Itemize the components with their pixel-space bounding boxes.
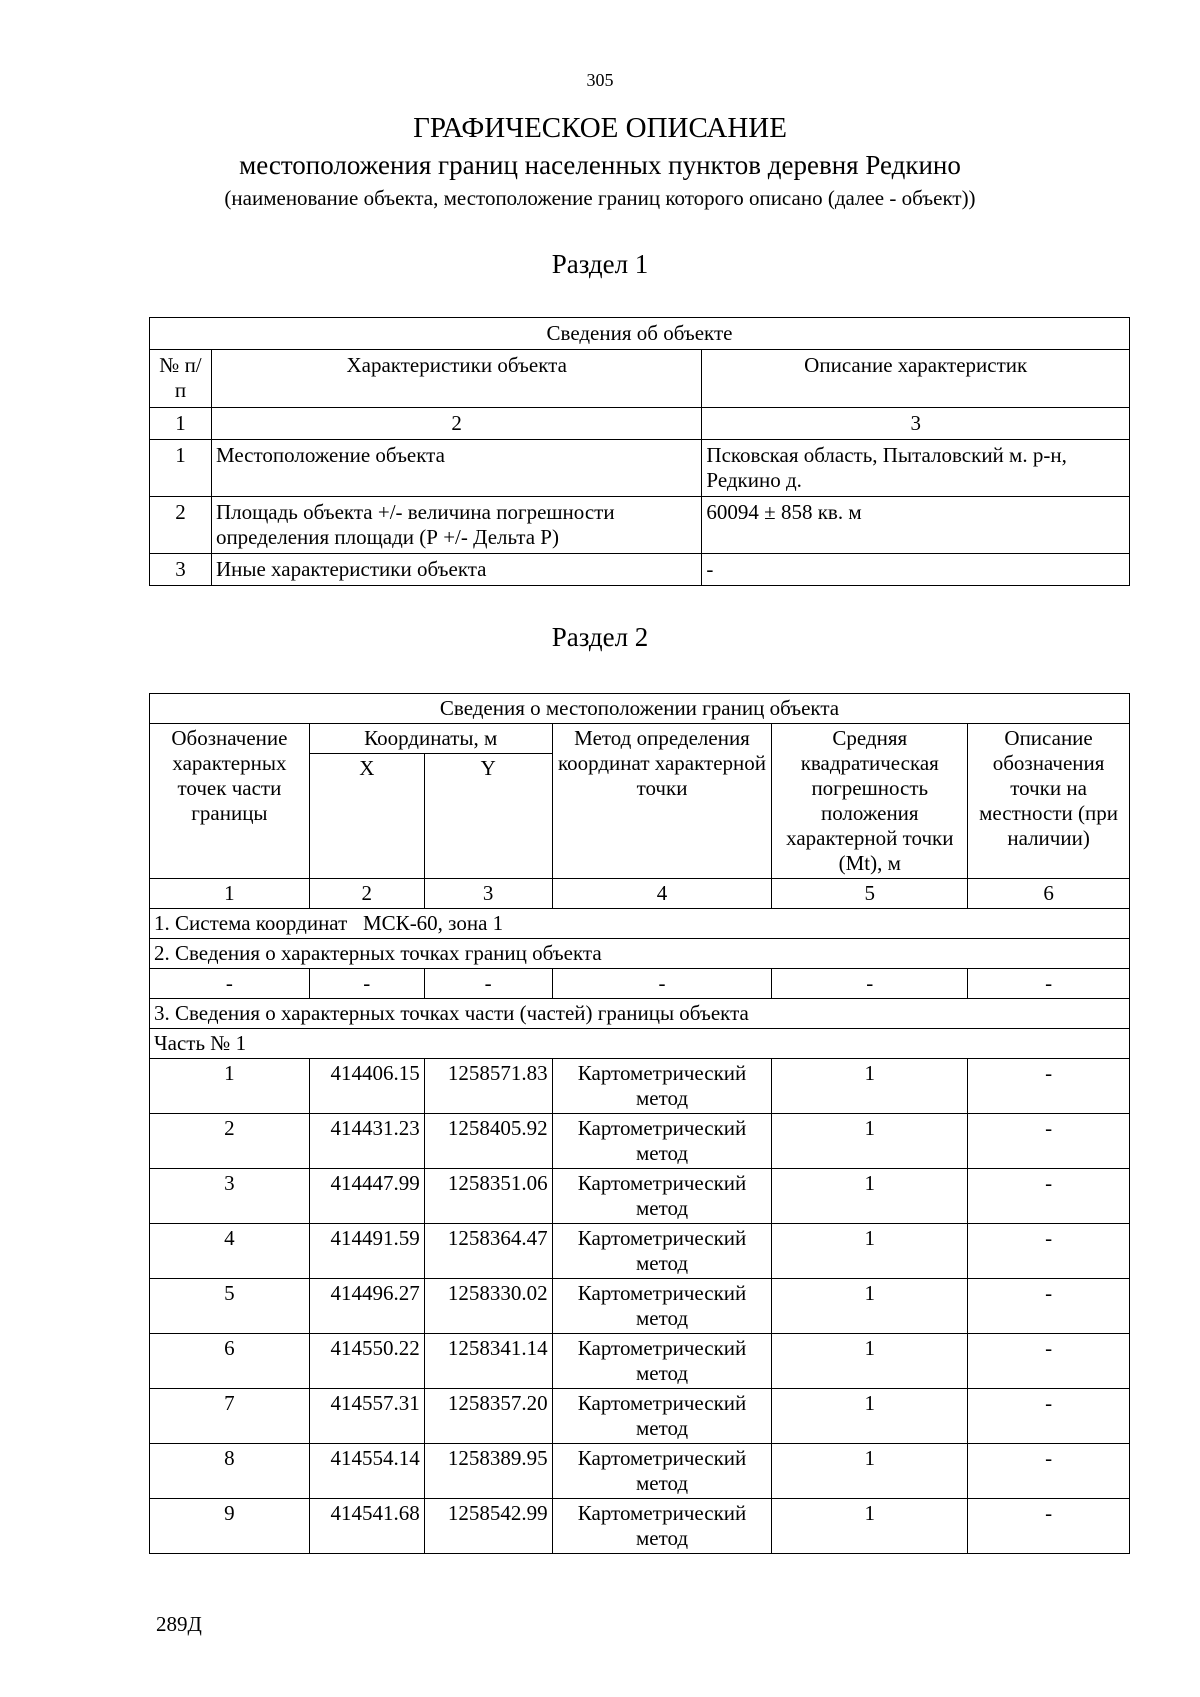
table-row <box>150 1169 1130 1224</box>
point-x: 414554.14 <box>309 1444 424 1499</box>
point-number: 1 <box>150 1059 310 1114</box>
point-x: 414491.59 <box>309 1224 424 1279</box>
empty-cell: - <box>424 969 552 999</box>
point-mt: 1 <box>772 1169 968 1224</box>
point-method: Картометрический метод <box>552 1334 772 1389</box>
col-number: 3 <box>424 879 552 909</box>
point-y: 1258364.47 <box>424 1224 552 1279</box>
row-num: 2 <box>150 497 212 554</box>
section-2-heading: Раздел 2 <box>551 622 649 652</box>
point-method: Картометрический метод <box>552 1169 772 1224</box>
header-x: X <box>309 754 424 879</box>
point-number: 9 <box>150 1499 310 1554</box>
point-x: 414557.31 <box>309 1389 424 1444</box>
point-y: 1258357.20 <box>424 1389 552 1444</box>
col-number: 6 <box>968 879 1130 909</box>
empty-cell: - <box>309 969 424 999</box>
point-x: 414447.99 <box>309 1169 424 1224</box>
document-subtitle: местоположения границ населенных пунктов деревня Редкино <box>239 150 961 180</box>
point-number: 8 <box>150 1444 310 1499</box>
part-points-title: 3. Сведения о характерных точках части (частей) границы объекта <box>150 999 1130 1029</box>
header-description: Описание характеристик <box>702 350 1130 408</box>
col-number: 3 <box>702 408 1130 440</box>
table-row <box>150 1389 1130 1444</box>
row-characteristic: Площадь объекта +/- величина погрешности определения площади (Р +/- Дельта Р) <box>211 497 701 554</box>
header-method: Метод определения координат характерной точки <box>552 724 772 879</box>
point-number: 6 <box>150 1334 310 1389</box>
col-number: 4 <box>552 879 772 909</box>
point-method: Картометрический метод <box>552 1389 772 1444</box>
point-mt: 1 <box>772 1389 968 1444</box>
point-number: 2 <box>150 1114 310 1169</box>
boundary-points-title: 2. Сведения о характерных точках границ объекта <box>150 939 1130 969</box>
point-number: 7 <box>150 1389 310 1444</box>
point-y: 1258330.02 <box>424 1279 552 1334</box>
point-x: 414406.15 <box>309 1059 424 1114</box>
header-desc: Описание обозначения точки на местности (при наличии) <box>968 724 1130 879</box>
point-mt: 1 <box>772 1224 968 1279</box>
boundary-points-table <box>149 693 1130 1554</box>
table-title: Сведения об объекте <box>150 318 1130 350</box>
point-method: Картометрический метод <box>552 1224 772 1279</box>
row-num: 1 <box>150 440 212 497</box>
point-desc: - <box>968 1224 1130 1279</box>
row-characteristic: Иные характеристики объекта <box>211 554 701 586</box>
table-row <box>150 1224 1130 1279</box>
col-number: 1 <box>150 408 212 440</box>
header-num: № п/п <box>150 350 212 408</box>
point-mt: 1 <box>772 1059 968 1114</box>
document-title: ГРАФИЧЕСКОЕ ОПИСАНИЕ <box>413 112 787 144</box>
point-mt: 1 <box>772 1499 968 1554</box>
empty-cell: - <box>552 969 772 999</box>
point-y: 1258542.99 <box>424 1499 552 1554</box>
point-y: 1258389.95 <box>424 1444 552 1499</box>
point-y: 1258571.83 <box>424 1059 552 1114</box>
point-number: 5 <box>150 1279 310 1334</box>
point-y: 1258351.06 <box>424 1169 552 1224</box>
col-number: 1 <box>150 879 310 909</box>
point-desc: - <box>968 1389 1130 1444</box>
col-number: 2 <box>211 408 701 440</box>
table-row <box>150 1059 1130 1114</box>
point-desc: - <box>968 1059 1130 1114</box>
col-number: 5 <box>772 879 968 909</box>
page-number: 305 <box>586 70 614 90</box>
point-x: 414496.27 <box>309 1279 424 1334</box>
point-number: 4 <box>150 1224 310 1279</box>
header-y: Y <box>424 754 552 879</box>
point-desc: - <box>968 1169 1130 1224</box>
row-characteristic: Местоположение объекта <box>211 440 701 497</box>
table-row <box>150 497 1130 554</box>
empty-cell: - <box>772 969 968 999</box>
point-method: Картометрический метод <box>552 1114 772 1169</box>
table-row <box>150 1444 1130 1499</box>
point-desc: - <box>968 1444 1130 1499</box>
section-1-heading: Раздел 1 <box>551 249 649 279</box>
row-num: 3 <box>150 554 212 586</box>
table-row <box>150 1114 1130 1169</box>
table-row <box>150 440 1130 497</box>
table-row <box>150 1279 1130 1334</box>
row-description: 60094 ± 858 кв. м <box>702 497 1130 554</box>
footer-code: 289Д <box>156 1612 202 1636</box>
point-x: 414431.23 <box>309 1114 424 1169</box>
row-description: - <box>702 554 1130 586</box>
coord-system-row: 1. Система координат МСК-60, зона 1 <box>150 909 1130 939</box>
point-mt: 1 <box>772 1114 968 1169</box>
row-description: Псковская область, Пыталовский м. р-н, Редкино д. <box>702 440 1130 497</box>
point-x: 414550.22 <box>309 1334 424 1389</box>
point-method: Картометрический метод <box>552 1279 772 1334</box>
point-method: Картометрический метод <box>552 1444 772 1499</box>
point-desc: - <box>968 1334 1130 1389</box>
point-mt: 1 <box>772 1334 968 1389</box>
point-desc: - <box>968 1499 1130 1554</box>
point-desc: - <box>968 1279 1130 1334</box>
point-number: 3 <box>150 1169 310 1224</box>
document-caption: (наименование объекта, местоположение границ которого описано (далее - объект)) <box>224 186 976 210</box>
header-error: Средняя квадратическая погрешность положения характерной точки (Mt), м <box>772 724 968 879</box>
table-row <box>150 1499 1130 1554</box>
header-coords: Координаты, м <box>309 724 552 754</box>
empty-cell: - <box>150 969 310 999</box>
point-y: 1258405.92 <box>424 1114 552 1169</box>
point-desc: - <box>968 1114 1130 1169</box>
part-label: Часть № 1 <box>150 1029 1130 1059</box>
point-method: Картометрический метод <box>552 1499 772 1554</box>
point-x: 414541.68 <box>309 1499 424 1554</box>
object-info-table <box>149 317 1130 586</box>
point-mt: 1 <box>772 1279 968 1334</box>
point-mt: 1 <box>772 1444 968 1499</box>
col-number: 2 <box>309 879 424 909</box>
empty-cell: - <box>968 969 1130 999</box>
point-method: Картометрический метод <box>552 1059 772 1114</box>
header-point: Обозначение характерных точек части границы <box>150 724 310 879</box>
table-row <box>150 554 1130 586</box>
table-title: Сведения о местоположении границ объекта <box>150 694 1130 724</box>
header-characteristic: Характеристики объекта <box>211 350 701 408</box>
point-y: 1258341.14 <box>424 1334 552 1389</box>
table-row <box>150 1334 1130 1389</box>
